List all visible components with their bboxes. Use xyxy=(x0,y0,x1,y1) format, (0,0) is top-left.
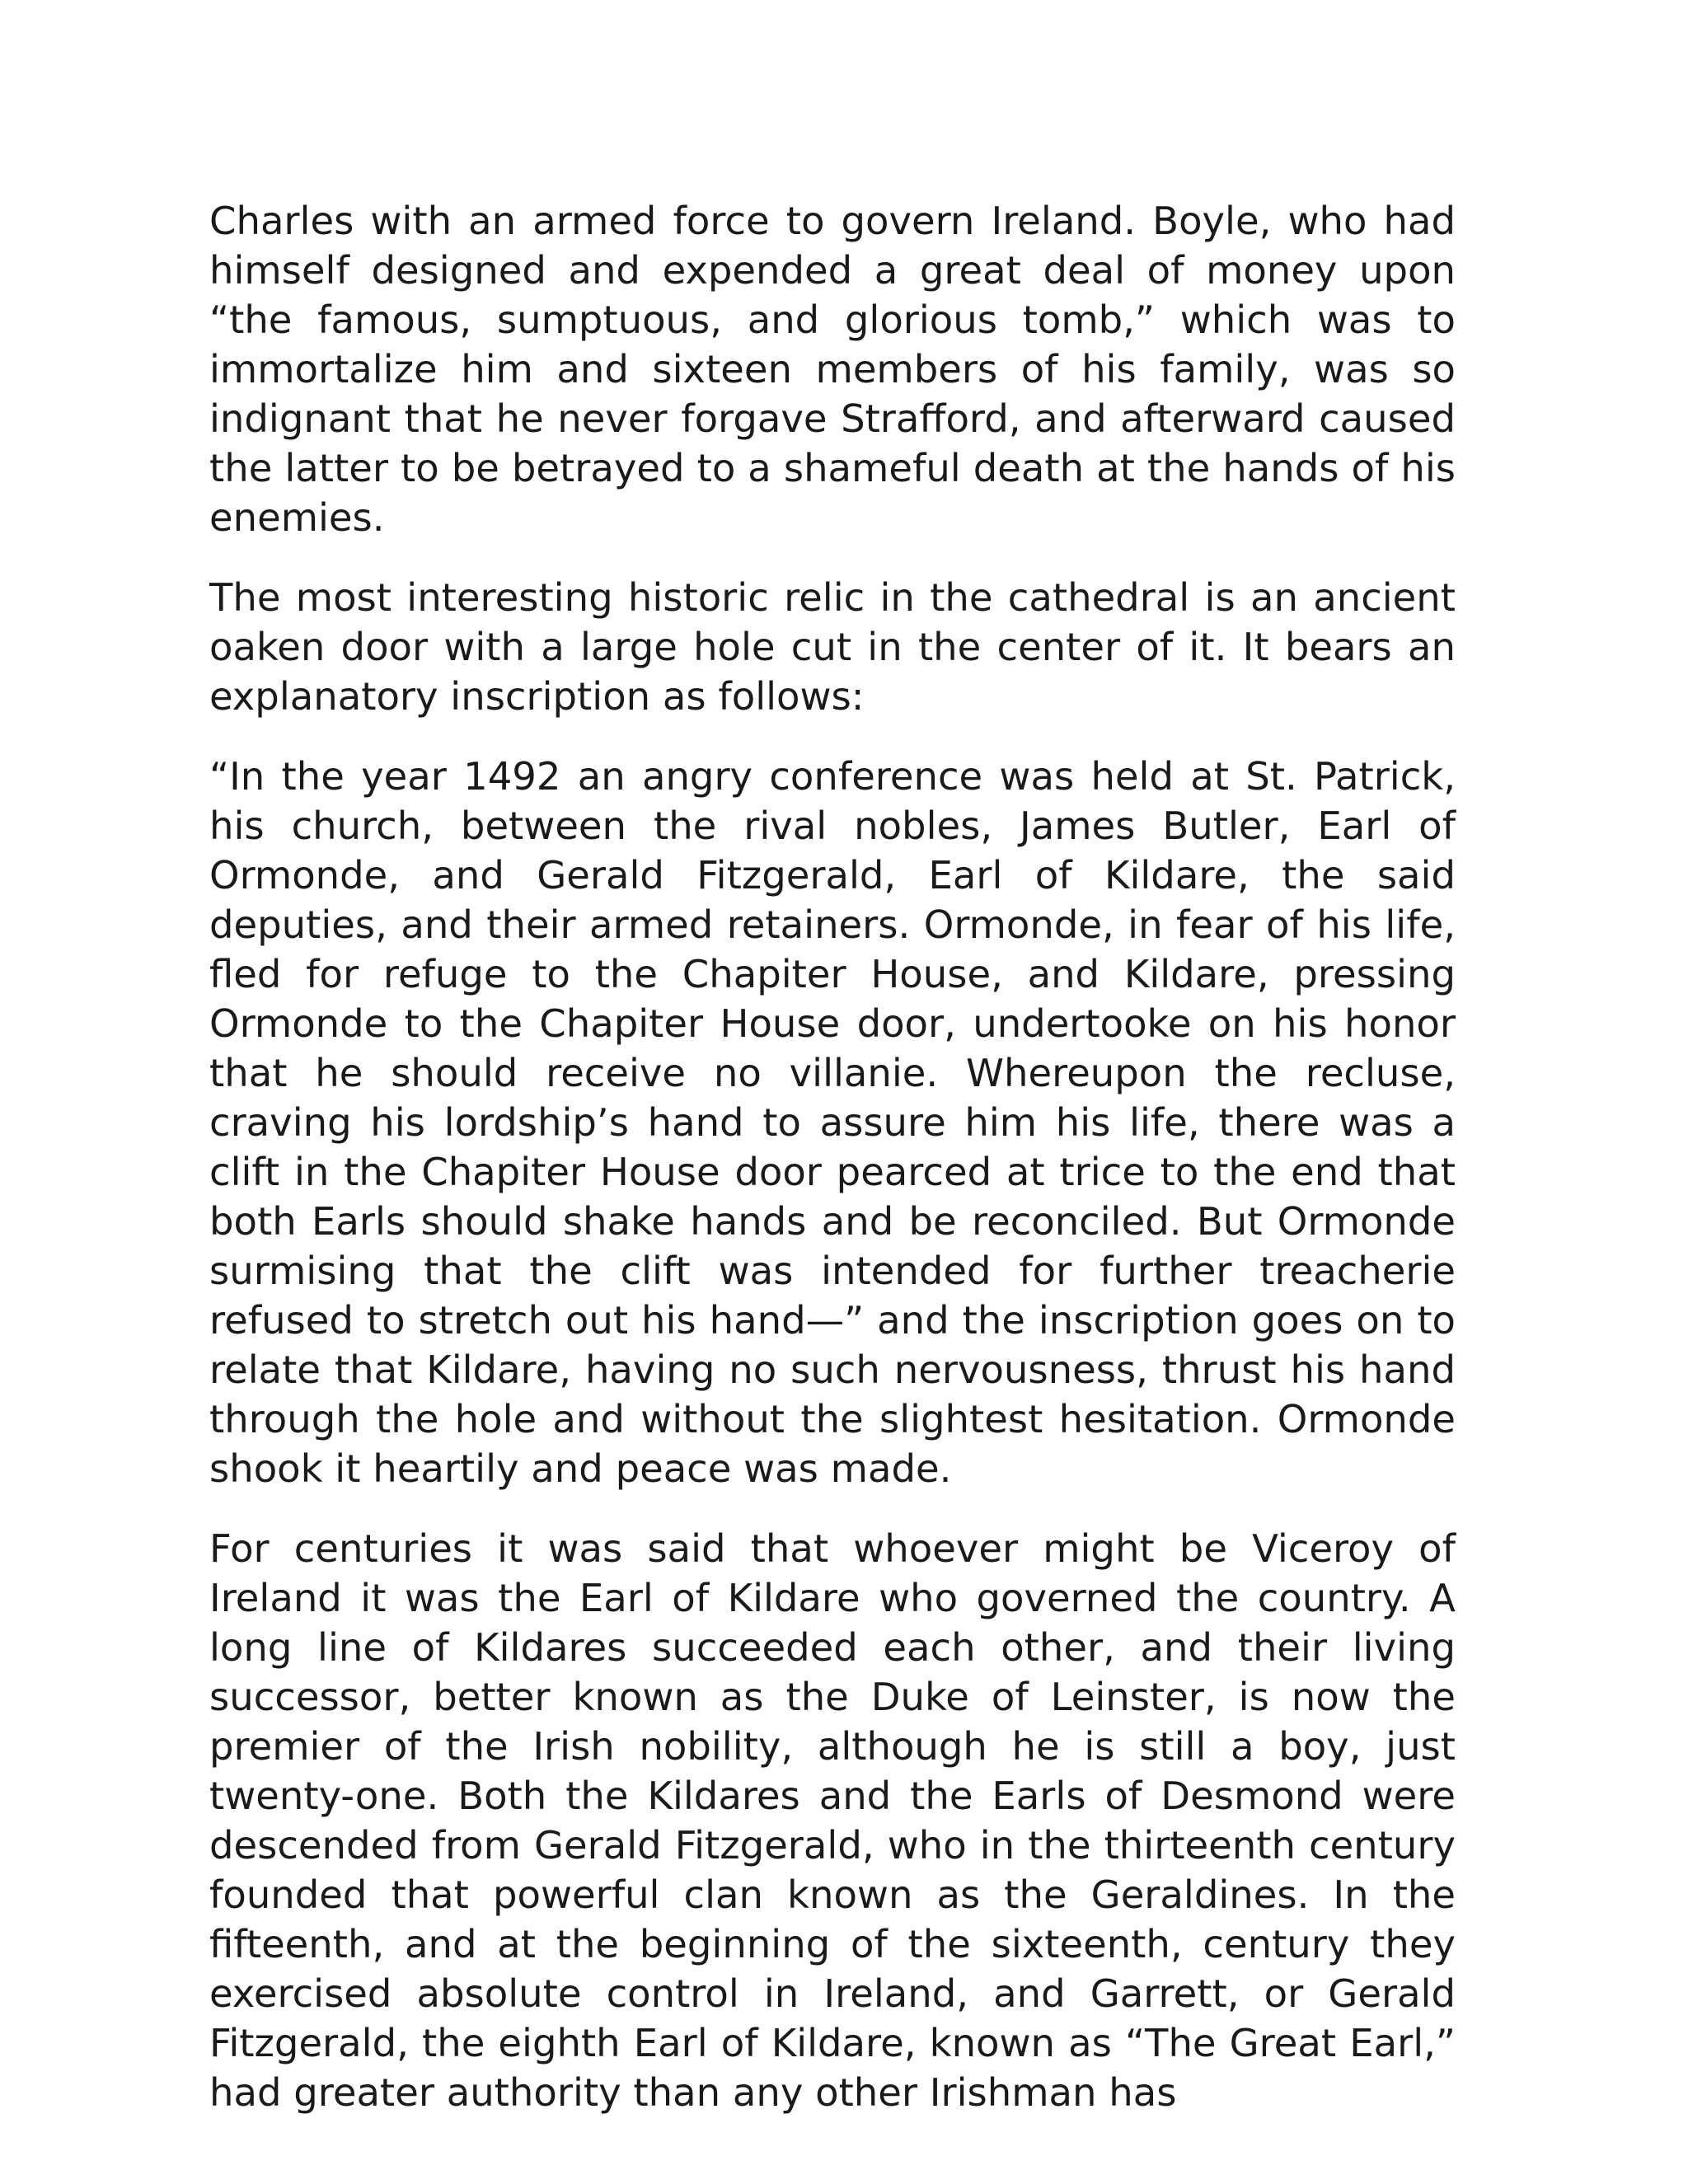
paragraph-strafford-tomb: Charles with an armed force to govern Ireland. Boyle, who had himself designed and expended a great deal of money upon “the famous, sumptuous, and glorious tomb,” which was to immortalize him and sixteen members of his family, was so indignant that he never forgave Strafford, and afterward caused the latter to be betrayed to a shameful death at the hands of his enemies. xyxy=(209,199,1456,540)
paragraph-kildare-earls: For centuries it was said that whoever might be Viceroy of Ireland it was the Earl of Kildare who governed the country. A long line of Kildares succeeded each other, and their living successor, better known as the Duke of Leinster, is now the premier of the Irish nobility, although he is still a boy, just twenty-one. Both the Kildares and the Earls of Desmond were descended from Gerald Fitzgerald, who in the thirteenth century founded that powerful clan known as the Geraldines. In the fifteenth, and at the beginning of the sixteenth, century they exercised absolute control in Ireland, and Garrett, or Gerald Fitzgerald, the eighth Earl of Kildare, known as “The Great Earl,” had greater authority than any other Irishman has xyxy=(209,1526,1456,2115)
paragraph-inscription: “In the year 1492 an angry conference was held at St. Patrick, his church, between the rival nobles, James Butler, Earl of Ormonde, and Gerald Fitzgerald, Earl of Kildare, the said deputies, and their armed retainers. Ormonde, in fear of his life, fled for refuge to the Chapiter House, and Kildare, pressing Ormonde to the Chapiter House door, undertooke on his honor that he should receive no villanie. Whereupon the recluse, craving his lordship’s hand to assure him his life, there was a clift in the Chapiter House door pearced at trice to the end that both Earls should shake hands and be reconciled. But Ormonde surmising that the clift was intended for further treacherie refused to stretch out his hand—” and the inscription goes on to relate that Kildare, having no such nervousness, thrust his hand through the hole and without the slightest hesitation. Ormonde shook it heartily and peace was made. xyxy=(209,754,1456,1491)
paragraph-oaken-door: The most interesting historic relic in the cathedral is an ancient oaken door with a large hole cut in the center of it. It bears an explanatory inscription as follows: xyxy=(209,575,1456,719)
page-body xyxy=(209,196,1456,2148)
